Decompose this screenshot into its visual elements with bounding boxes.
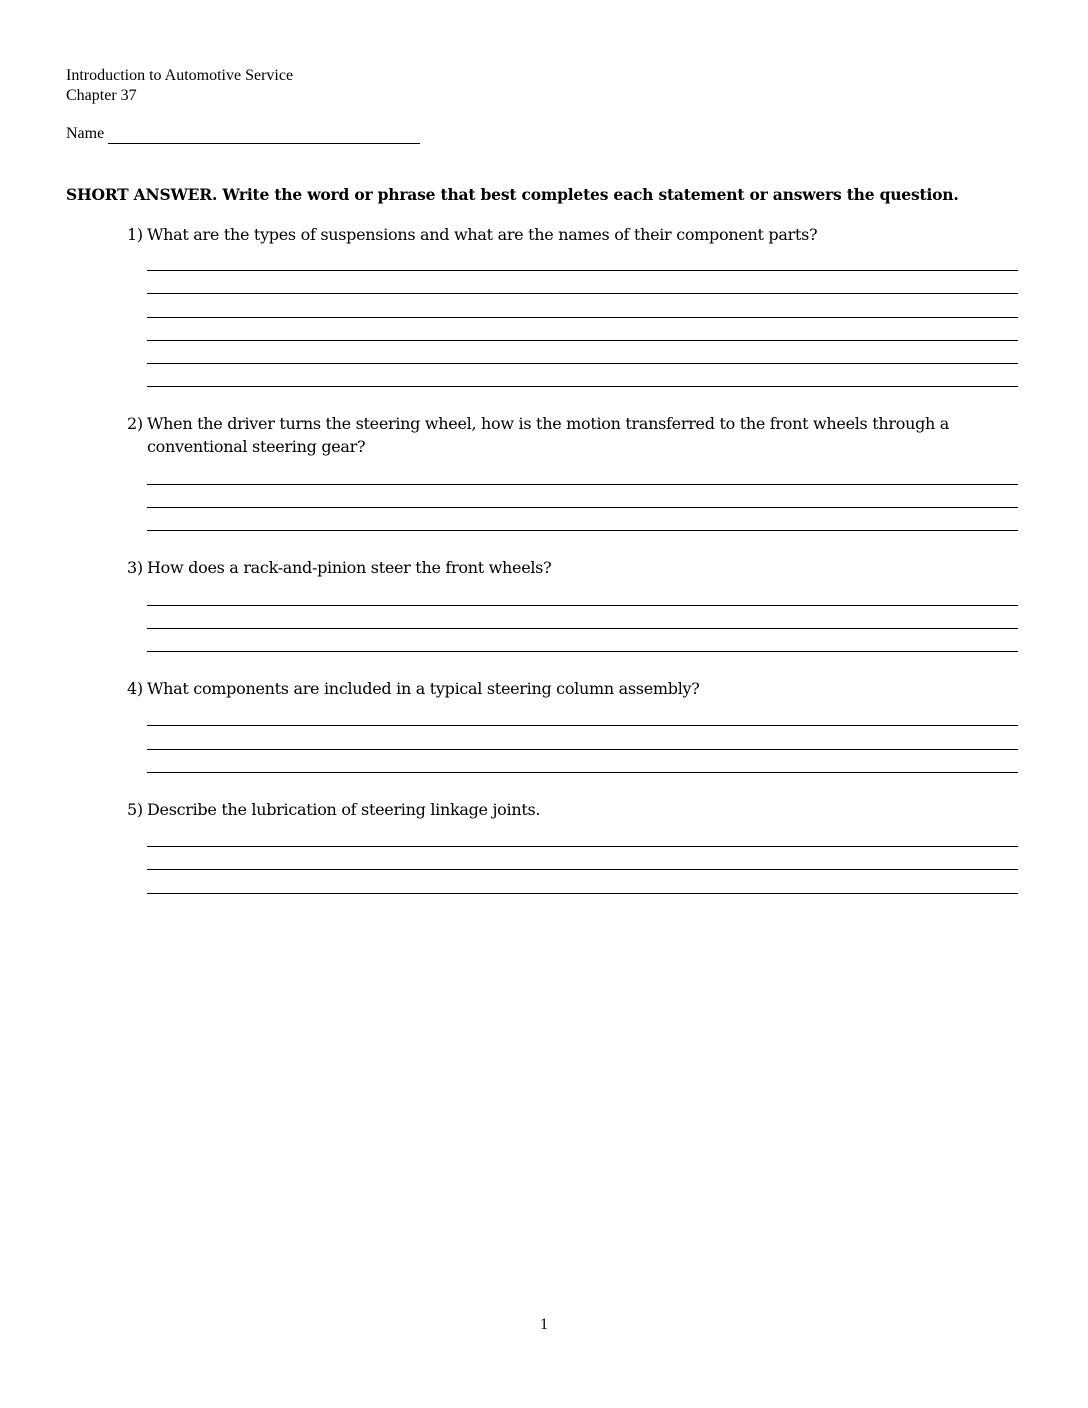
- question-2-number: 2): [127, 414, 143, 433]
- answer-line[interactable]: [147, 386, 1018, 387]
- question-2-text: When the driver turns the steering wheel, how is the motion transferred to the front wheels through a: [147, 414, 950, 433]
- answer-line[interactable]: [147, 846, 1018, 847]
- answer-line[interactable]: [147, 628, 1018, 629]
- answer-line[interactable]: [147, 484, 1018, 485]
- question-1-text: What are the types of suspensions and what are the names of their component parts?: [147, 225, 818, 244]
- name-field[interactable]: [108, 143, 420, 144]
- answer-line[interactable]: [147, 749, 1018, 750]
- answer-line[interactable]: [147, 893, 1018, 894]
- section-heading: SHORT ANSWER. Write the word or phrase that best completes each statement or answers the question.: [66, 185, 959, 204]
- answer-line[interactable]: [147, 725, 1018, 726]
- question-5-number: 5): [127, 800, 143, 819]
- answer-line[interactable]: [147, 869, 1018, 870]
- question-2-text-cont: conventional steering gear?: [147, 437, 366, 456]
- name-label: Name: [66, 125, 105, 142]
- answer-line[interactable]: [147, 530, 1018, 531]
- answer-line[interactable]: [147, 772, 1018, 773]
- question-4-number: 4): [127, 679, 143, 698]
- answer-line[interactable]: [147, 293, 1018, 294]
- question-5-text: Describe the lubrication of steering linkage joints.: [147, 800, 541, 819]
- answer-line[interactable]: [147, 270, 1018, 271]
- question-4-text: What components are included in a typical steering column assembly?: [147, 679, 700, 698]
- answer-line[interactable]: [147, 340, 1018, 341]
- answer-line[interactable]: [147, 363, 1018, 364]
- question-3-text: How does a rack-and-pinion steer the front wheels?: [147, 558, 552, 577]
- answer-line[interactable]: [147, 507, 1018, 508]
- chapter-label: Chapter 37: [66, 87, 137, 104]
- page-number: 1: [540, 1316, 548, 1333]
- answer-line[interactable]: [147, 651, 1018, 652]
- question-3-number: 3): [127, 558, 143, 577]
- question-1-number: 1): [127, 225, 143, 244]
- answer-line[interactable]: [147, 605, 1018, 606]
- answer-line[interactable]: [147, 317, 1018, 318]
- course-title: Introduction to Automotive Service: [66, 67, 294, 84]
